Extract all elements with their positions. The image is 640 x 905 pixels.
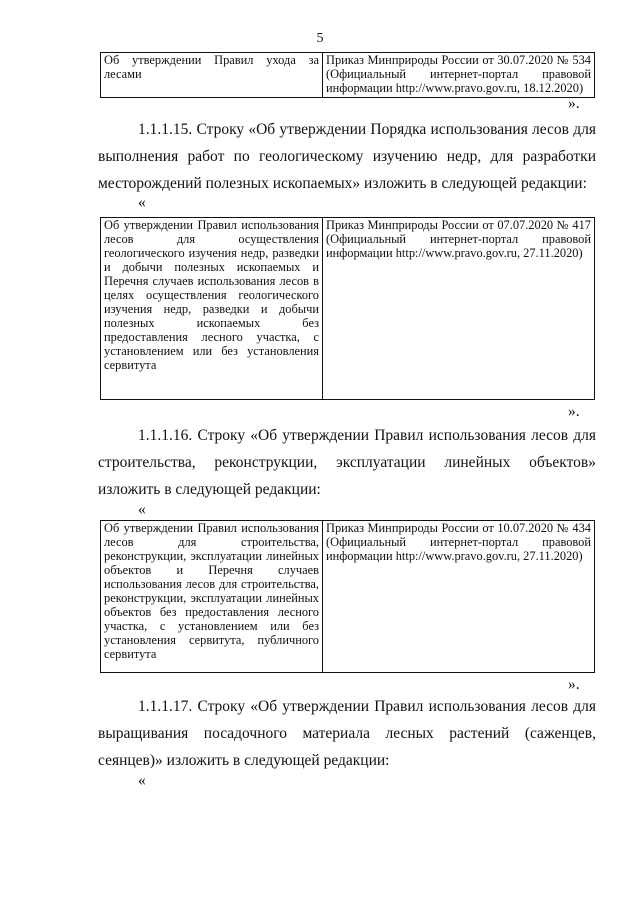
opening-quote: «	[138, 501, 146, 518]
table-cell-title: Об утверждении Правил ухода за лесами	[101, 53, 323, 98]
paragraph-1-1-1-17: 1.1.1.17. Строку «Об утверждении Правил использования лесов для выращивания посадочного материала лесных растений (саженцев, сеянцев)» изложить в следующей редакции:	[98, 698, 596, 769]
closing-quote: ».	[568, 676, 580, 693]
table-row	[101, 521, 595, 673]
table-cell-order: Приказ Минприроды России от 07.07.2020 № 417 (Официальный интернет-портал правовой информации http://www.pravo.gov.ru, 27.11.2020)	[323, 218, 595, 400]
table-row	[101, 53, 595, 98]
table-cell-title: Об утверждении Правил использования лесов для осуществления геологического изучения недр, разведки и добычи полезных ископаемых и Перечня случаев использования лесов в целях осуществления геологического изучения недр, разведки и добычи полезных ископаемых без предоставления лесного участка, с установлением или без установления сервитута	[101, 218, 323, 400]
table-cell-order: Приказ Минприроды России от 10.07.2020 № 434 (Официальный интернет-портал правовой информации http://www.pravo.gov.ru, 27.11.2020)	[323, 521, 595, 673]
page-number: 5	[316, 31, 324, 46]
paragraph-1-1-1-16: 1.1.1.16. Строку «Об утверждении Правил использования лесов для строительства, реконструкции, эксплуатации линейных объектов» изложить в следующей редакции:	[98, 427, 596, 498]
table-geological	[100, 217, 595, 400]
opening-quote: «	[138, 772, 146, 789]
closing-quote: ».	[568, 95, 580, 112]
table-linear-objects	[100, 520, 595, 673]
table-cell-order: Приказ Минприроды России от 30.07.2020 № 534 (Официальный интернет-портал правовой информации http://www.pravo.gov.ru, 18.12.2020)	[323, 53, 595, 98]
opening-quote: «	[138, 194, 146, 211]
table-forest-care	[100, 52, 595, 98]
closing-quote: ».	[568, 403, 580, 420]
table-cell-title: Об утверждении Правил использования лесов для строительства, реконструкции, эксплуатации линейных объектов и Перечня случаев использования лесов для строительства, реконструкции, эксплуатации линейных объектов без предоставления лесного участка, с установлением или без установления сервитута, публичного сервитута	[101, 521, 323, 673]
paragraph-1-1-1-15: 1.1.1.15. Строку «Об утверждении Порядка использования лесов для выполнения работ по геологическому изучению недр, для разработки месторождений полезных ископаемых» изложить в следующей редакции:	[98, 121, 596, 192]
table-row	[101, 218, 595, 400]
